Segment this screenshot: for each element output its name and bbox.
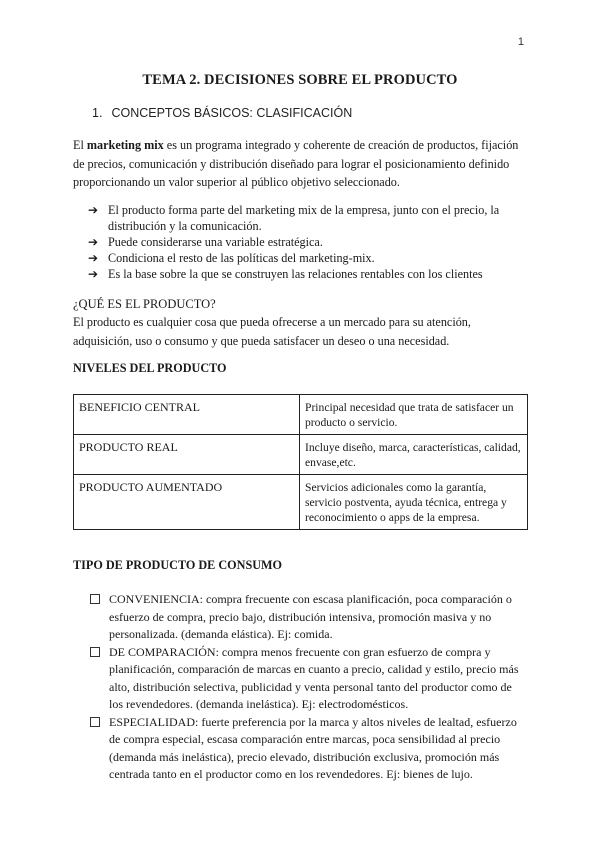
table-cell-level: PRODUCTO AUMENTADO: [74, 475, 300, 530]
list-item-text: CONVENIENCIA: compra frecuente con escasa planificación, poca comparación o esfuerzo de compra, precio bajo, distribución intensiva, promoción masiva y no personalizada. (demanda elástica). Ej: comida.: [109, 592, 512, 641]
arrow-icon: ➔: [88, 203, 99, 217]
arrow-icon: ➔: [88, 235, 99, 249]
list-item: [90, 644, 528, 714]
bullet-list: [88, 202, 528, 282]
section-label: CONCEPTOS BÁSICOS: CLASIFICACIÓN: [111, 106, 353, 120]
table-row: [74, 435, 528, 475]
document-title: TEMA 2. DECISIONES SOBRE EL PRODUCTO: [142, 72, 458, 88]
list-item: [88, 202, 528, 234]
arrow-icon: ➔: [88, 267, 99, 281]
list-item-text: Condiciona el resto de las políticas del marketing-mix.: [108, 251, 375, 265]
consumo-heading: TIPO DE PRODUCTO DE CONSUMO: [73, 558, 283, 572]
que-es-heading: ¿QUÉ ES EL PRODUCTO?: [73, 297, 216, 311]
niveles-heading: NIVELES DEL PRODUCTO: [73, 361, 227, 375]
list-item-text: El producto forma parte del marketing mix de la empresa, junto con el precio, la distribución y la comunicación.: [108, 203, 500, 233]
list-item: [88, 266, 528, 282]
checkbox-icon: [90, 594, 100, 604]
table-cell-level: BENEFICIO CENTRAL: [74, 395, 300, 435]
list-item-text: Es la base sobre la que se construyen las relaciones rentables con los clientes: [108, 267, 483, 281]
section-heading-conceptos: [92, 106, 352, 120]
section-number: 1.: [92, 106, 103, 120]
table-row: [74, 395, 528, 435]
list-item: [88, 234, 528, 250]
page-number: 1: [517, 36, 524, 48]
niveles-table: [73, 394, 528, 530]
intro-lead: El: [73, 138, 87, 152]
list-item-text: ESPECIALIDAD: fuerte preferencia por la marca y altos niveles de lealtad, esfuerzo de compra especial, escasa comparación entre marcas, poca sensibilidad al precio (demanda más inelástica), precio elevado, distribución exclusiva, promoción más centrada tanto en el productor como en los revendedores. Ej: bienes de lujo.: [109, 714, 517, 781]
intro-bold-term: marketing mix: [86, 138, 164, 152]
table-row: [74, 475, 528, 530]
checkbox-icon: [90, 647, 100, 657]
arrow-icon: ➔: [88, 251, 99, 265]
intro-rest: es un programa integrado y coherente de creación de productos, fijación de precios, comunicación y distribución diseñado para lograr el posicionamiento definido proporcionando un valor superior al público objetivo seleccionado.: [73, 138, 519, 189]
checkbox-icon: [90, 717, 100, 727]
que-es-paragraph: El producto es cualquier cosa que pueda ofrecerse a un mercado para su atención, adquisición, uso o consumo y que pueda satisfacer un deseo o una necesidad.: [73, 315, 471, 348]
list-item: [88, 250, 528, 266]
table-cell-desc: Incluye diseño, marca, características, calidad, envase,etc.: [300, 435, 528, 475]
list-item-text: DE COMPARACIÓN: compra menos frecuente con gran esfuerzo de compra y planificación, comparación de marcas en cuanto a precio, calidad y estilo, precio más alto, distribución selectiva, publicidad y venta personal tanto del productor como de los revendedores. (demanda inelástica). Ej: electrodomésticos.: [109, 644, 519, 711]
table-cell-desc: Servicios adicionales como la garantía, servicio postventa, ayuda técnica, entrega y reconocimiento o apps de la empresa.: [300, 475, 528, 530]
list-item: [90, 591, 528, 644]
list-item: [90, 714, 528, 784]
table-cell-level: PRODUCTO REAL: [74, 435, 300, 475]
intro-paragraph: [73, 136, 528, 192]
consumo-list: [90, 591, 528, 784]
table-cell-desc: Principal necesidad que trata de satisfacer un producto o servicio.: [300, 395, 528, 435]
list-item-text: Puede considerarse una variable estratégica.: [108, 235, 323, 249]
